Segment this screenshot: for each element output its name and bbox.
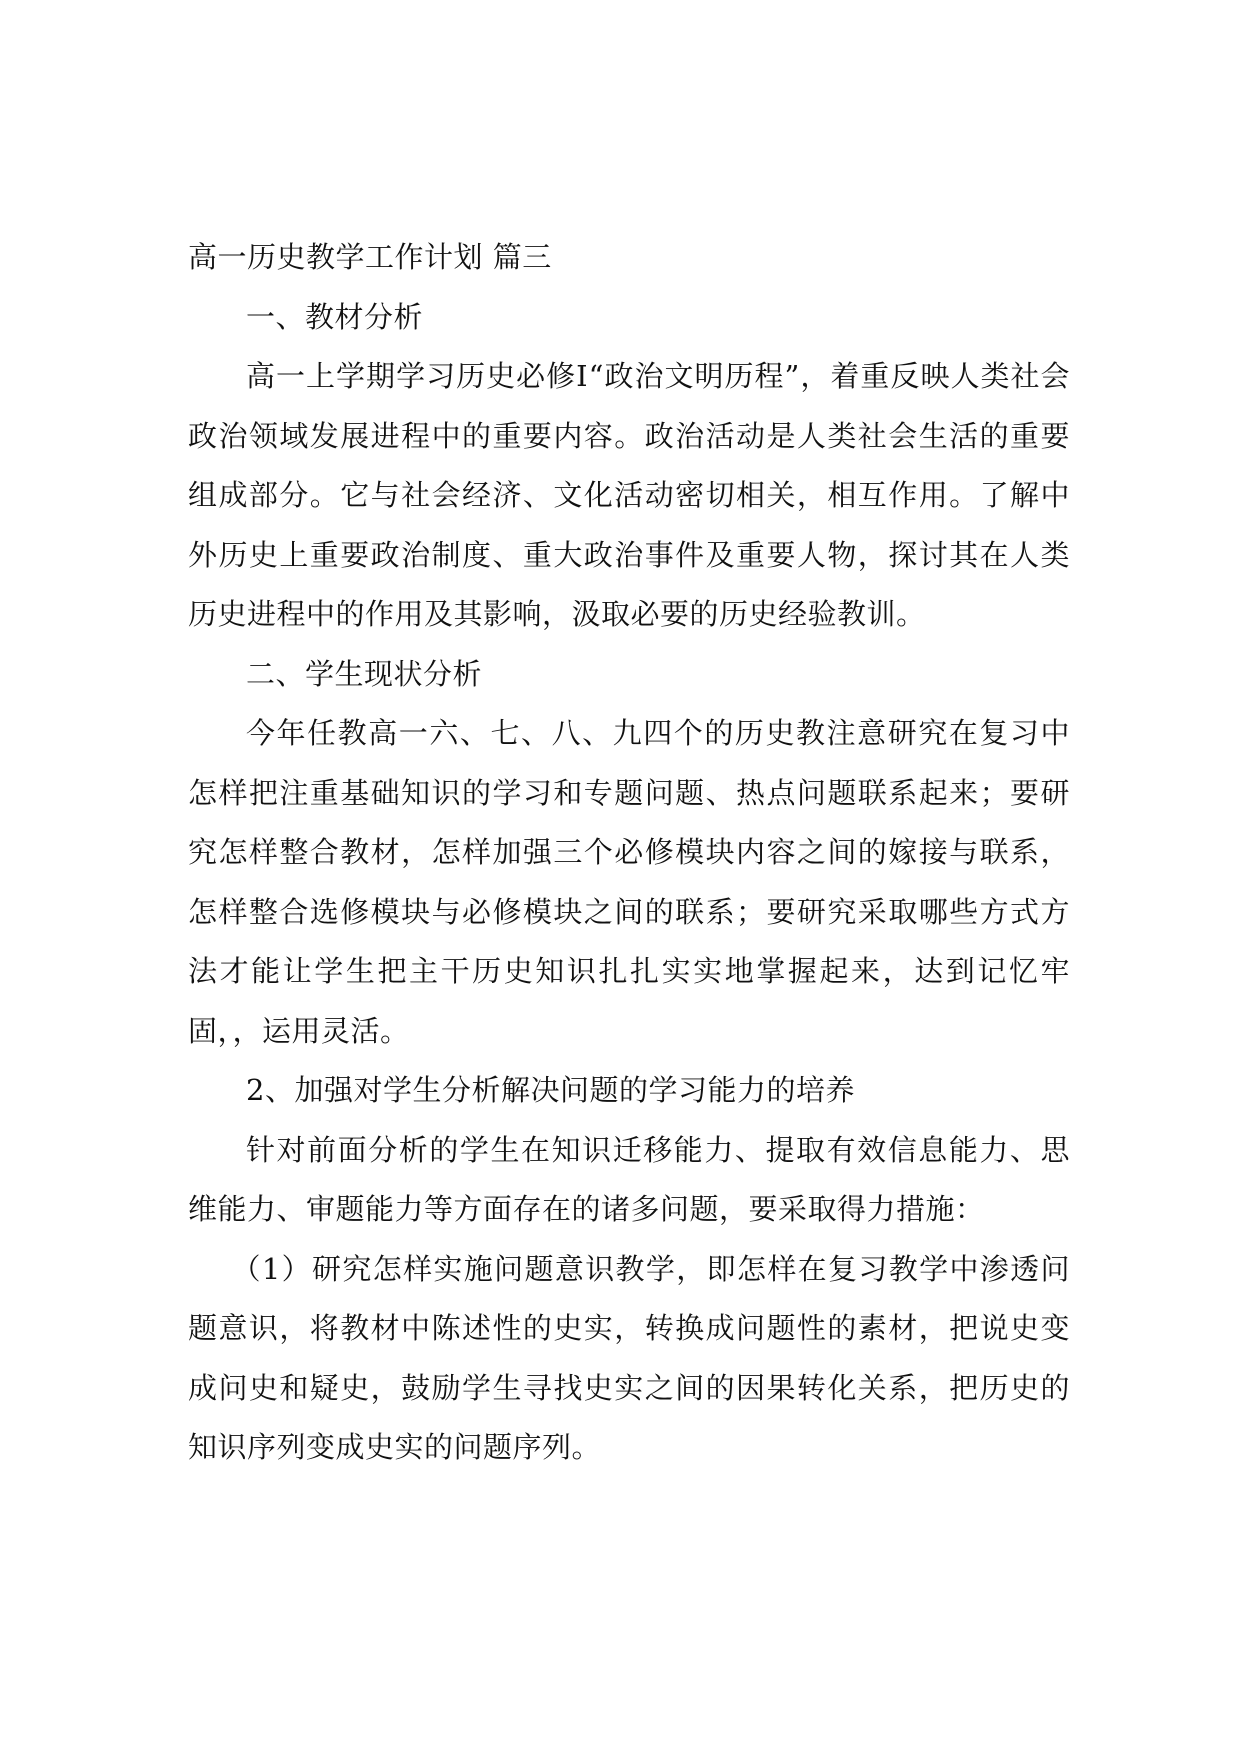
paragraph-ability-training: 针对前面分析的学生在知识迁移能力、提取有效信息能力、思维能力、审题能力等方面存在的诸多问题，要采取得力措施： (188, 1132, 1070, 1226)
paragraph-item-1: （1）研究怎样实施问题意识教学，即怎样在复习教学中渗透问题意识，将教材中陈述性的史实，转换成问题性的素材，把说史变成问史和疑史，鼓励学生寻找史实之间的因果转化关系，把历史的知识序列变成史实的问题序列。 (188, 1251, 1070, 1464)
document-body (188, 228, 1070, 1478)
section-heading-student-analysis: 二、学生现状分析 (246, 656, 483, 691)
section-heading-textbook-analysis: 一、教材分析 (246, 299, 424, 334)
section-heading-ability-training: 2、加强对学生分析解决问题的学习能力的培养 (246, 1073, 855, 1107)
paragraph-student-analysis: 今年任教高一六、七、八、九四个的历史教注意研究在复习中怎样把注重基础知识的学习和专题问题、热点问题联系起来；要研究怎样整合教材，怎样加强三个必修模块内容之间的嫁接与联系，怎样整合选修模块与必修模块之间的联系；要研究采取哪些方式方法才能让学生把主干历史知识扎扎实实地掌握起来，达到记忆牢固，，运用灵活。 (188, 716, 1070, 1048)
document-title: 高一历史教学工作计划 篇三 (188, 240, 552, 274)
paragraph-textbook-analysis: 高一上学期学习历史必修Ⅰ“政治文明历程”，着重反映人类社会政治领域发展进程中的重要内容。政治活动是人类社会生活的重要组成部分。它与社会经济、文化活动密切相关，相互作用。了解中外历史上重要政治制度、重大政治事件及重要人物，探讨其在人类历史进程中的作用及其影响，汲取必要的历史经验教训。 (188, 359, 1070, 631)
